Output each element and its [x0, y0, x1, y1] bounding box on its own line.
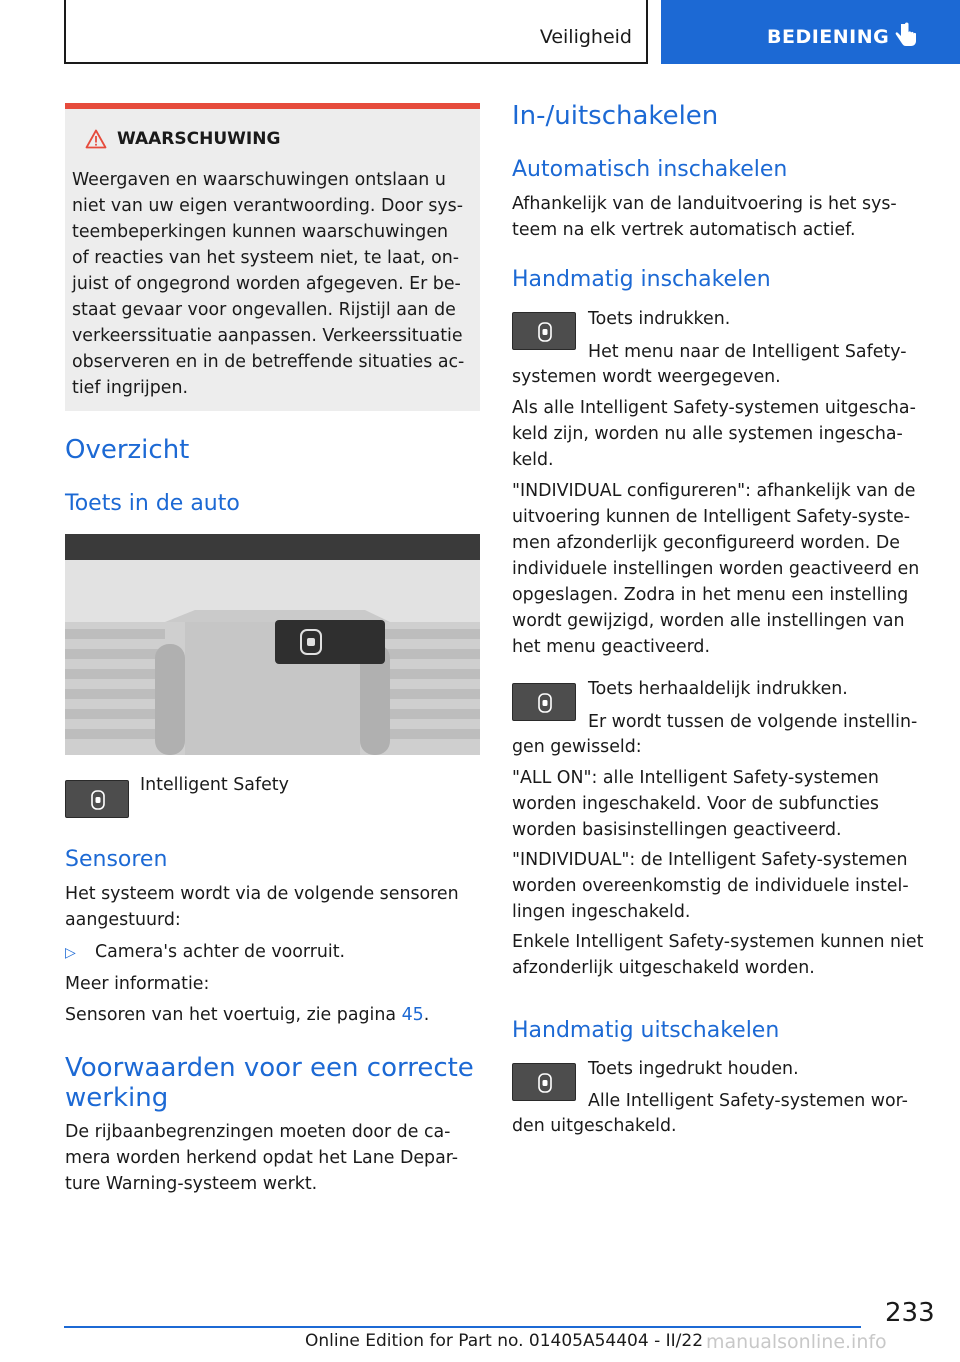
footer-edition: Online Edition for Part no. 01405A54404 - II/22	[305, 1331, 704, 1351]
page-number: 233	[885, 1298, 935, 1328]
bullet-item	[65, 939, 480, 966]
warning-text: Weergaven en waarschuwingen ontslaan u niet van uw eigen verantwoording. Door sys- teembeperkingen kunnen waarschuwingen of reacties van het systeem niet, te laat, on- juist of ongegrond worden afgegeven. Er be- staat gevaar voor ongevallen. Rijstijl aan de verkeerssituatie aanpassen. Verkeerssituatie observeren en in de betreffende situaties ac- tief ingrijpen.	[72, 170, 465, 398]
menu-line2: systemen wordt weergegeven.	[512, 367, 781, 387]
individual-text: "INDIVIDUAL": de Intelligent Safety-systemen worden overeenkomstig de individuele instel- lingen ingeschakeld.	[512, 850, 909, 922]
switch-line1: Er wordt tussen de volgende instellin-	[588, 712, 918, 732]
heading-handmatig-inschakelen: Handmatig inschakelen	[512, 267, 771, 292]
bullet-text: Camera's achter de voorruit.	[95, 942, 346, 962]
warning-triangle-icon	[85, 129, 107, 149]
pointing-hand-icon	[895, 22, 917, 48]
all-on-text: "ALL ON": alle Intelligent Safety-systemen worden ingeschakeld. Voor de subfuncties worden basisinstellingen geactiveerd.	[512, 768, 879, 840]
press-text: Toets indrukken.	[588, 309, 731, 329]
sensors-text: Het systeem wordt via de volgende sensoren aangestuurd:	[65, 884, 459, 930]
all-systems-line2: den uitgeschakeld.	[512, 1116, 677, 1136]
some-systems-text: Enkele Intelligent Safety-systemen kunnen niet afzonderlijk uitgeschakeld worden.	[512, 932, 924, 978]
page-link[interactable]: 45	[401, 1005, 424, 1025]
warning-header	[85, 129, 280, 149]
warning-title: WAARSCHUWING	[117, 129, 281, 149]
intelligent-safety-button-icon	[512, 683, 576, 721]
switch-line2: gen gewisseld:	[512, 737, 642, 757]
heading-overzicht: Overzicht	[65, 435, 190, 465]
conditions-text: De rijbaanbegrenzingen moeten door de ca- mera worden herkend opdat het Lane Depar- ture Warning-systeem werkt.	[65, 1122, 459, 1194]
menu-line1: Het menu naar de Intelligent Safety-	[588, 342, 907, 362]
heading-in-uitschakelen: In-/uitschakelen	[512, 101, 719, 131]
footer-divider	[64, 1326, 861, 1328]
heading-voorwaarden: Voorwaarden voor een correcte werking	[65, 1053, 474, 1113]
individual-config-text: "INDIVIDUAL configureren": afhankelijk van de uitvoering kunnen de Intelligent Safety-syste- men afzonderlijk geconfigureerd worden. De individuele instellingen worden geactiveerd en opgeslagen. Zodra in het menu een instelling wordt gewijzigd, worden alle instellingen van het menu geactiveerd.	[512, 481, 920, 657]
auto-text: Afhankelijk van de landuitvoering is het sys- teem na elk vertrek automatisch actief.	[512, 194, 897, 240]
heading-automatisch: Automatisch inschakelen	[512, 157, 788, 182]
intelligent-safety-button-icon	[65, 780, 129, 818]
press-repeat-text: Toets herhaaldelijk indrukken.	[588, 679, 848, 699]
intelligent-safety-button-icon	[512, 312, 576, 350]
header-chapter-title: BEDIENING	[767, 26, 890, 48]
bullet-marker: ▷	[65, 945, 76, 961]
intelligent-safety-button-icon	[512, 1063, 576, 1101]
header-section-title: Veiligheid	[539, 26, 632, 48]
watermark: manualsonline.info	[706, 1331, 887, 1353]
warning-box	[65, 103, 480, 411]
header-chapter-box	[661, 0, 960, 64]
dashboard-photo	[65, 534, 480, 755]
heading-handmatig-uitschakelen: Handmatig uitschakelen	[512, 1018, 780, 1043]
all-systems-line1: Alle Intelligent Safety-systemen wor-	[588, 1091, 908, 1111]
more-info: Meer informatie:	[65, 974, 210, 994]
all-off-text: Als alle Intelligent Safety-systemen uitgescha- keld zijn, worden nu alle systemen ingescha- keld.	[512, 398, 916, 470]
hold-text: Toets ingedrukt houden.	[588, 1059, 799, 1079]
heading-sensoren: Sensoren	[65, 847, 168, 872]
button-caption: Intelligent Safety	[140, 775, 289, 795]
heading-toets-in-de-auto: Toets in de auto	[65, 491, 240, 516]
header-section-box	[64, 0, 648, 64]
page-reference: Sensoren van het voertuig, zie pagina 45.	[65, 1005, 430, 1025]
